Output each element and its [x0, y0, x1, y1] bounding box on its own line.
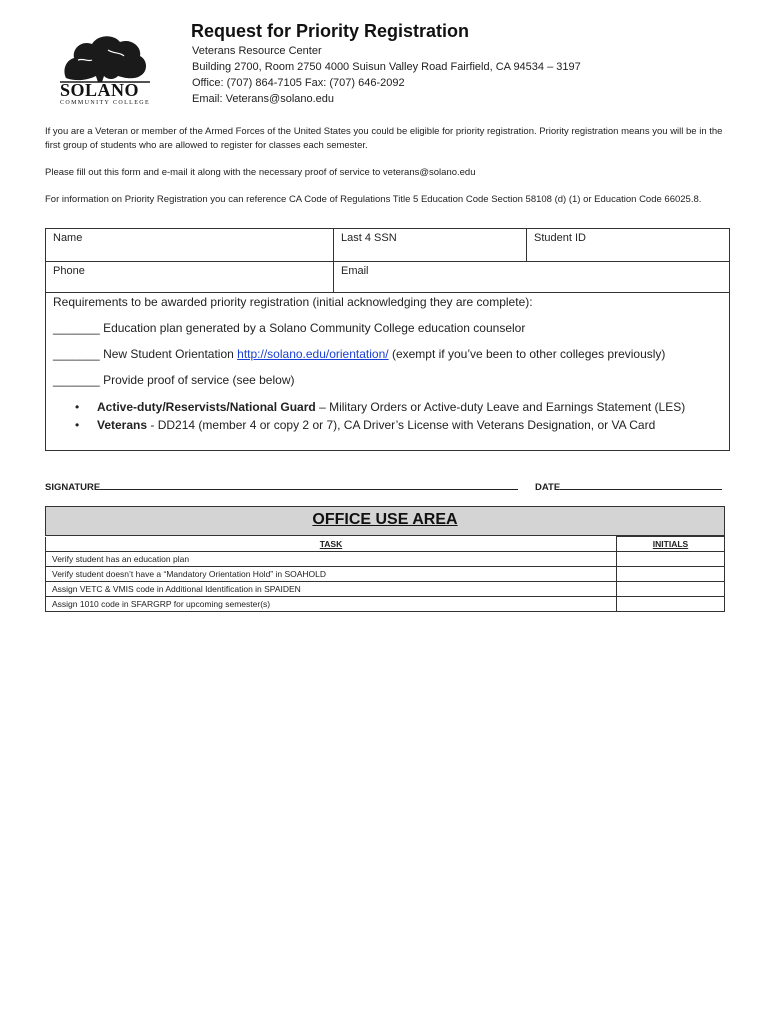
name-field[interactable] — [46, 229, 333, 261]
logo-wordmark: SOLANO — [60, 80, 140, 100]
bullet-bold: Active-duty/Reservists/National Guard — [97, 400, 316, 414]
bullet-item — [75, 400, 685, 414]
office-title: OFFICE USE AREA — [312, 511, 458, 528]
bullet-text: - DD214 (member 4 or copy 2 or 7), CA Driver’s License with Veterans Designation, or VA Card — [147, 418, 656, 432]
initials-cell[interactable] — [617, 582, 725, 597]
task-cell: Assign VETC & VMIS code in Additional Identification in SPAIDEN — [46, 582, 617, 597]
table-row — [46, 567, 725, 582]
office-name: Veterans Resource Center — [192, 45, 322, 57]
email-label: Email — [341, 265, 369, 277]
intro-paragraph: If you are a Veteran or member of the Armed Forces of the United States you could be eligible for priority registration. Priority registration means you will be in the first group of students who are allowed to register for classes each semester. — [45, 126, 723, 151]
phone-field[interactable] — [46, 262, 333, 292]
office-address: Building 2700, Room 2750 4000 Suisun Valley Road Fairfield, CA 94534 – 3197 — [192, 61, 581, 73]
logo-subtitle: COMMUNITY COLLEGE — [60, 100, 151, 106]
office-use-area — [45, 506, 725, 610]
bullet-icon: • — [75, 400, 80, 414]
requirement-education-plan — [53, 321, 525, 335]
initial-blank[interactable]: _______ — [53, 321, 100, 335]
bullet-bold: Veterans — [97, 418, 148, 432]
requirement-proof-of-service — [53, 373, 294, 387]
office-phone: Office: (707) 864-7105 Fax: (707) 646-2092 — [192, 77, 405, 89]
requirement-text: Education plan generated by a Solano Community College education counselor — [103, 321, 526, 335]
instructions-paragraph: Please fill out this form and e-mail it along with the necessary proof of service to veterans@solano.edu — [45, 167, 476, 178]
task-cell: Verify student doesn’t have a “Mandatory Orientation Hold” in SOAHOLD — [46, 567, 617, 582]
requirement-note: (exempt if you’ve been to other colleges previously) — [391, 347, 666, 361]
office-task-table — [45, 536, 725, 612]
date-line[interactable] — [560, 480, 722, 490]
table-row — [46, 582, 725, 597]
requirement-orientation — [53, 347, 665, 361]
initials-cell[interactable] — [617, 552, 725, 567]
signature-label: SIGNATURE — [45, 482, 101, 493]
task-cell: Verify student has an education plan — [46, 552, 617, 567]
initials-cell[interactable] — [617, 597, 725, 612]
task-cell: Assign 1010 code in SFARGRP for upcoming semester(s) — [46, 597, 617, 612]
requirement-text: Provide proof of service (see below) — [103, 373, 295, 387]
student-id-label: Student ID — [534, 232, 586, 244]
signature-line[interactable] — [100, 480, 518, 490]
requirements-heading: Requirements to be awarded priority registration (initial acknowledging they are complete): — [53, 295, 533, 309]
table-row — [46, 552, 725, 567]
reference-paragraph: For information on Priority Registration you can reference CA Code of Regulations Title 5 Education Code Section 58108 (d) (1) or Education Code 66025.8. — [45, 194, 702, 205]
bullet-text: – Military Orders or Active-duty Leave and Earnings Statement (LES) — [315, 400, 686, 414]
table-header-row — [46, 537, 725, 552]
task-column-header: TASK — [46, 537, 617, 552]
bullet-icon: • — [75, 418, 80, 432]
bullet-item — [75, 418, 655, 432]
initial-blank[interactable]: _______ — [53, 373, 100, 387]
orientation-link[interactable]: http://solano.edu/orientation/ — [237, 347, 389, 361]
email-field[interactable] — [334, 262, 729, 292]
phone-label: Phone — [53, 265, 85, 277]
initial-blank[interactable]: _______ — [53, 347, 100, 361]
page-title: Request for Priority Registration — [191, 21, 470, 41]
office-email: Email: Veterans@solano.edu — [192, 93, 335, 105]
table-row — [46, 597, 725, 612]
date-label: DATE — [535, 482, 561, 493]
requirement-text: New Student Orientation — [103, 347, 234, 361]
student-id-field[interactable] — [527, 229, 729, 261]
initials-cell[interactable] — [617, 567, 725, 582]
ssn-label: Last 4 SSN — [341, 232, 397, 244]
date-field[interactable] — [535, 480, 722, 493]
initials-column-header: INITIALS — [617, 537, 725, 552]
ssn-field[interactable] — [334, 229, 526, 261]
signature-field[interactable] — [45, 480, 518, 493]
name-label: Name — [53, 232, 83, 244]
